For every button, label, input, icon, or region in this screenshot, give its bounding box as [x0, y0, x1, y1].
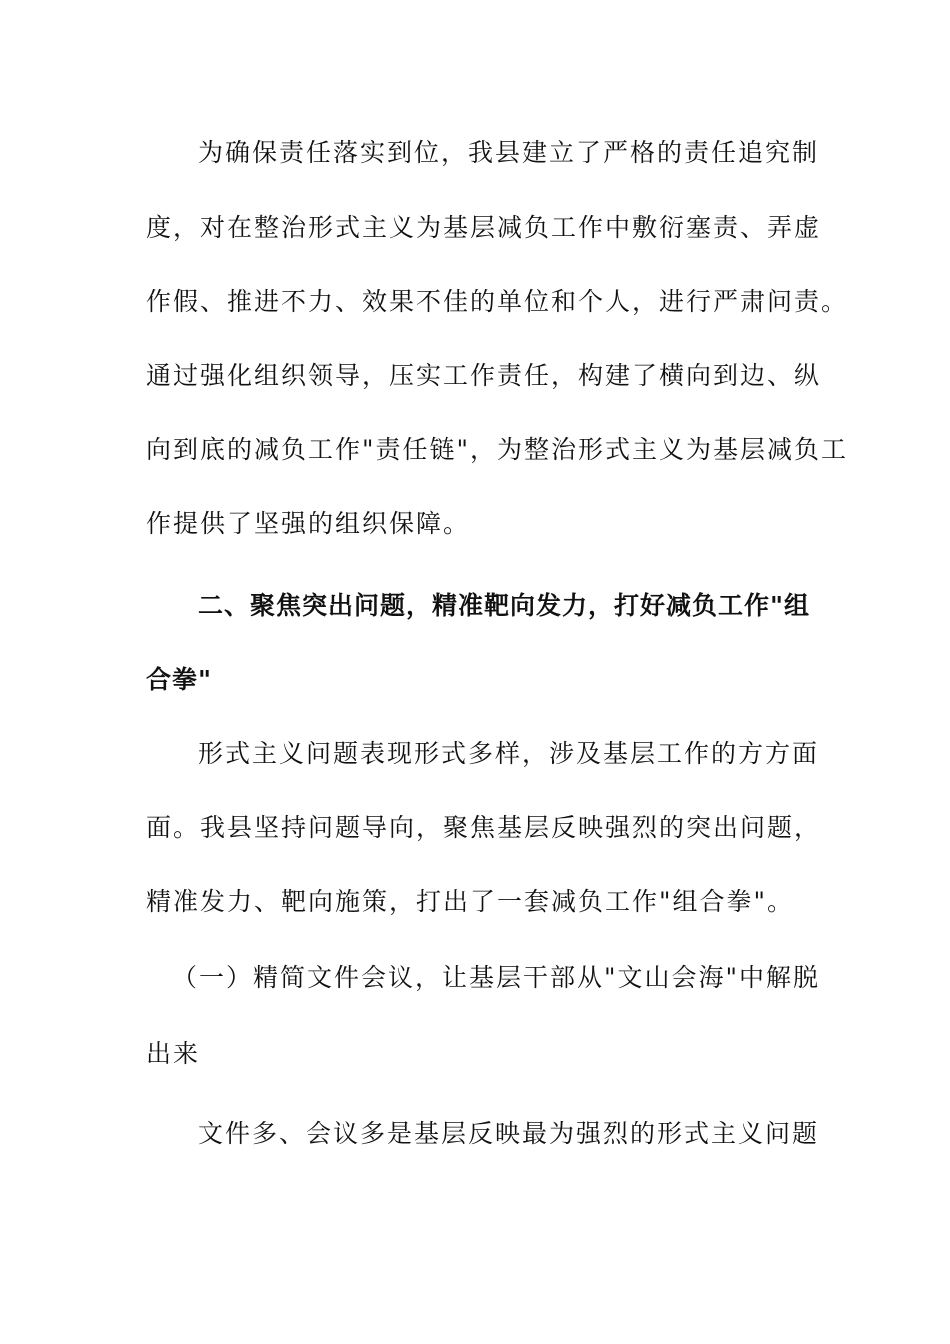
paragraph-line: 度，对在整治形式主义为基层减负工作中敷衍塞责、弄虚 — [146, 213, 822, 242]
paragraph-line: 为确保责任落实到位，我县建立了严格的责任追究制 — [198, 138, 820, 167]
section-heading-line: 二、聚焦突出问题，精准靶向发力，打好减负工作"组 — [198, 591, 811, 620]
paragraph-line: 面。我县坚持问题导向，聚焦基层反映强烈的突出问题， — [146, 813, 822, 842]
paragraph-line: 文件多、会议多是基层反映最为强烈的形式主义问题 — [198, 1119, 820, 1148]
paragraph-line: 形式主义问题表现形式多样，涉及基层工作的方方面 — [198, 739, 820, 768]
paragraph-line: 作假、推进不力、效果不佳的单位和个人，进行严肃问责。 — [146, 287, 849, 316]
paragraph-line: 向到底的减负工作"责任链"，为整治形式主义为基层减负工 — [146, 435, 849, 464]
paragraph-line: 作提供了坚强的组织保障。 — [146, 509, 471, 538]
paragraph-line: 精准发力、靶向施策，打出了一套减负工作"组合拳"。 — [146, 887, 795, 916]
paragraph-line: 通过强化组织领导，压实工作责任，构建了横向到边、纵 — [146, 361, 822, 390]
section-heading-line: 合拳" — [146, 665, 213, 694]
subheading-line: 出来 — [146, 1039, 201, 1068]
subheading-line: （一）精简文件会议，让基层干部从"文山会海"中解脱 — [172, 963, 821, 992]
